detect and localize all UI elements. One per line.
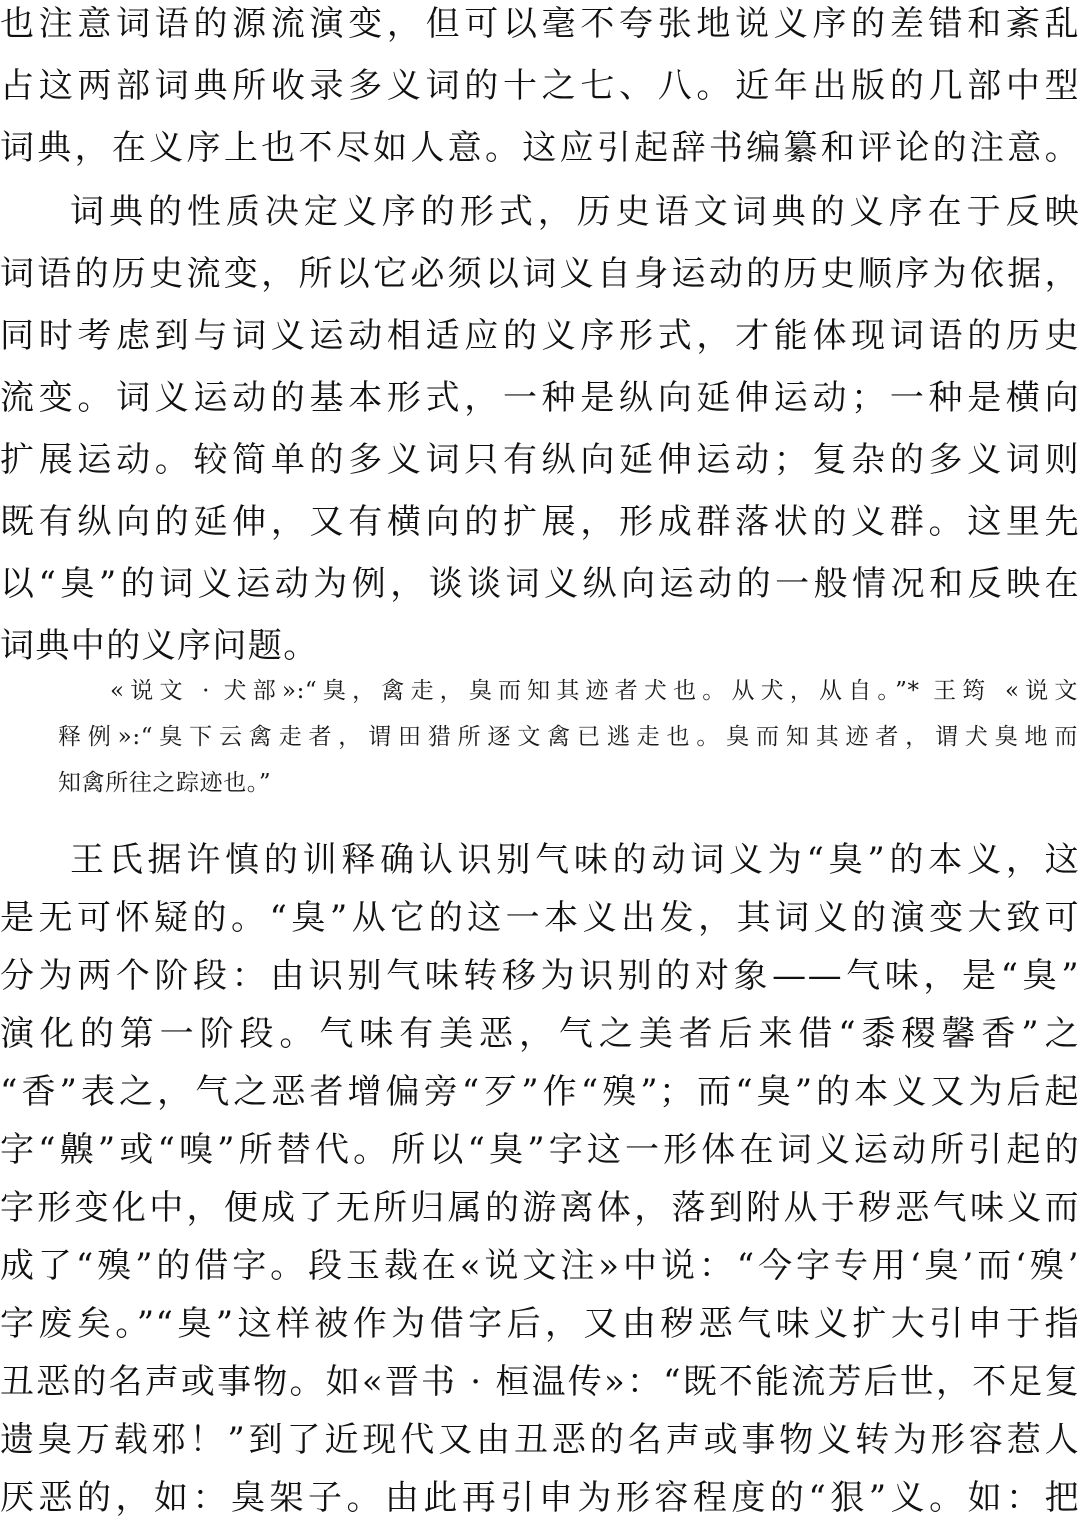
text-line: 字废矣。”“臭”这样被作为借字后，又由秽恶气味义扩大引申于指	[0, 1304, 1080, 1344]
text-line: 王氏据许慎的训释确认识别气味的动词义为“臭”的本义，这	[70, 840, 1080, 880]
text-line: 流变。词义运动的基本形式，一种是纵向延伸运动；一种是横向	[0, 378, 1080, 418]
text-line: 占这两部词典所收录多义词的十之七、八。近年出版的几部中型	[0, 66, 1080, 106]
quote-line: 释例»:“臭下云禽走者，谓田猎所逐文禽已逃走也。臭而知其迹者，谓犬臭地而	[58, 724, 1078, 750]
text-line: 是无可怀疑的。“臭”从它的这一本义出发，其词义的演变大致可	[0, 898, 1080, 938]
text-line: “香”表之，气之恶者增偏旁“歹”作“殠”；而“臭”的本义又为后起	[0, 1072, 1080, 1112]
text-line: 也注意词语的源流演变，但可以毫不夸张地说义序的差错和紊乱	[0, 4, 1080, 44]
text-line: 词典，在义序上也不尽如人意。这应引起辞书编纂和评论的注意。	[0, 128, 1080, 168]
text-line: 词典中的义序问题。	[0, 626, 319, 666]
text-line: 词典的性质决定义序的形式，历史语文词典的义序在于反映	[70, 192, 1080, 232]
text-line: 同时考虑到与词义运动相适应的义序形式，才能体现词语的历史	[0, 316, 1080, 356]
text-line: 字形变化中，便成了无所归属的游离体，落到附从于秽恶气味义而	[0, 1188, 1080, 1228]
quote-line: «说文 · 犬部»:“臭，禽走，臭而知其迹者犬也。从犬，从自。”* 王筠 «说文	[110, 678, 1078, 704]
text-line: 成了“殠”的借字。段玉裁在«说文注»中说：“今字专用‘臭’而‘殠’	[0, 1246, 1080, 1286]
text-line: 丑恶的名声或事物。如«晋书 · 桓温传»：“既不能流芳后世，不足复	[0, 1362, 1080, 1402]
quote-line: 知禽所往之踪迹也。”	[58, 770, 272, 796]
text-line: 演化的第一阶段。气味有美恶，气之美者后来借“黍稷馨香”之	[0, 1014, 1080, 1054]
text-line: 分为两个阶段：由识别气味转移为识别的对象——气味，是“臭”	[0, 956, 1080, 996]
text-line: 扩展运动。较简单的多义词只有纵向延伸运动；复杂的多义词则	[0, 440, 1080, 480]
text-line: 既有纵向的延伸，又有横向的扩展，形成群落状的义群。这里先	[0, 502, 1080, 542]
text-line: 字“齅”或“嗅”所替代。所以“臭”字这一形体在词义运动所引起的	[0, 1130, 1080, 1170]
text-line: 词语的历史流变，所以它必须以词义自身运动的历史顺序为依据，	[0, 254, 1080, 294]
text-line: 厌恶的，如：臭架子。由此再引申为形容程度的“狠”义。如：把	[0, 1478, 1080, 1518]
text-line: 遗臭万载邪！”到了近现代又由丑恶的名声或事物义转为形容惹人	[0, 1420, 1080, 1460]
text-line: 以“臭”的词义运动为例，谈谈词义纵向运动的一般情况和反映在	[0, 564, 1080, 604]
